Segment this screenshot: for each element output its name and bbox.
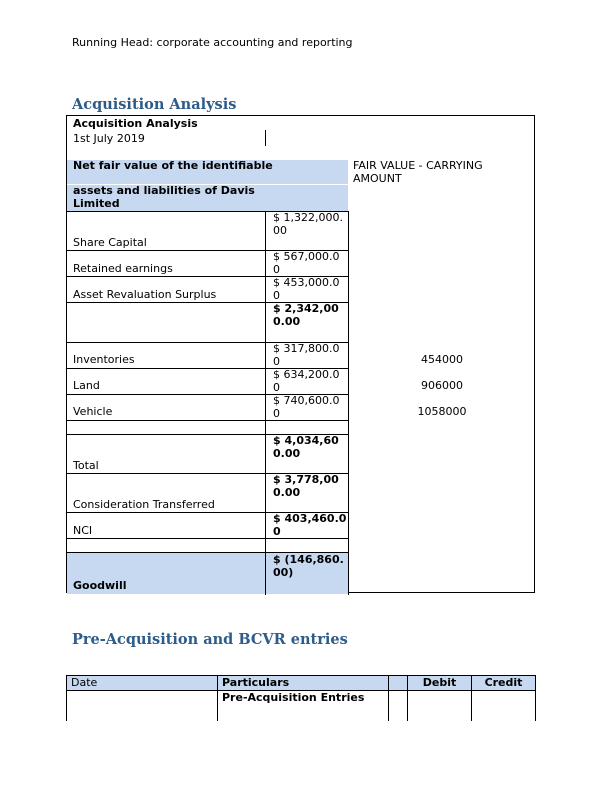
journal-header-row bbox=[67, 676, 536, 691]
amount-consideration: $ 3,778,000.00 bbox=[273, 473, 339, 499]
amount-vehicle: $ 740,600.00 bbox=[273, 394, 340, 420]
journal-entries-table bbox=[66, 675, 536, 721]
label-share-capital: Share Capital bbox=[73, 236, 147, 249]
running-head: Running Head: corporate accounting and reporting bbox=[72, 36, 353, 49]
amount-asset-revaluation: $ 453,000.00 bbox=[273, 276, 340, 302]
amount-inventories: $ 317,800.00 bbox=[273, 342, 340, 368]
amount-share-capital: $ 1,322,000.00 bbox=[273, 211, 343, 237]
fair-value-vehicle: 1058000 bbox=[417, 405, 467, 418]
net-fair-value-line1: Net fair value of the identifiable bbox=[73, 159, 273, 172]
goodwill-amount-cell bbox=[266, 553, 348, 594]
section-title-pre-acquisition: Pre-Acquisition and BCVR entries bbox=[72, 631, 348, 648]
label-nci: NCI bbox=[73, 524, 93, 537]
table-date: 1st July 2019 bbox=[73, 132, 145, 145]
amount-subtotal: $ 2,342,000.00 bbox=[273, 302, 339, 328]
journal-row bbox=[67, 691, 536, 722]
pre-acquisition-entries-label: Pre-Acquisition Entries bbox=[218, 691, 389, 722]
header-particulars: Particulars bbox=[218, 676, 389, 691]
amount-goodwill: $ (146,860.00) bbox=[273, 553, 344, 579]
header-date: Date bbox=[67, 676, 218, 691]
acquisition-analysis-table bbox=[66, 115, 535, 593]
fair-value-header: FAIR VALUE - CARRYING AMOUNT bbox=[353, 159, 483, 185]
label-consideration: Consideration Transferred bbox=[73, 498, 215, 511]
table-title: Acquisition Analysis bbox=[73, 117, 198, 130]
label-land: Land bbox=[73, 379, 100, 392]
header-credit: Credit bbox=[472, 676, 536, 691]
label-total: Total bbox=[73, 459, 99, 472]
amount-land: $ 634,200.00 bbox=[273, 368, 340, 394]
divider bbox=[265, 130, 266, 146]
net-fair-value-header-2 bbox=[67, 185, 348, 211]
amount-nci: $ 403,460.00 bbox=[273, 512, 347, 538]
fair-value-land: 906000 bbox=[421, 379, 463, 392]
label-retained-earnings: Retained earnings bbox=[73, 262, 173, 275]
label-goodwill: Goodwill bbox=[73, 579, 127, 592]
amount-retained-earnings: $ 567,000.00 bbox=[273, 250, 340, 276]
goodwill-label-cell bbox=[67, 553, 265, 594]
net-fair-value-header-1 bbox=[67, 160, 348, 185]
label-inventories: Inventories bbox=[73, 353, 135, 366]
header-blank bbox=[389, 676, 408, 691]
section-title-acquisition: Acquisition Analysis bbox=[72, 96, 237, 113]
net-fair-value-line2: assets and liabilities of Davis Limited bbox=[73, 184, 255, 210]
label-vehicle: Vehicle bbox=[73, 405, 113, 418]
label-asset-revaluation: Asset Revaluation Surplus bbox=[73, 288, 217, 301]
amount-total: $ 4,034,600.00 bbox=[273, 434, 339, 460]
header-debit: Debit bbox=[408, 676, 472, 691]
fair-value-inventories: 454000 bbox=[421, 353, 463, 366]
